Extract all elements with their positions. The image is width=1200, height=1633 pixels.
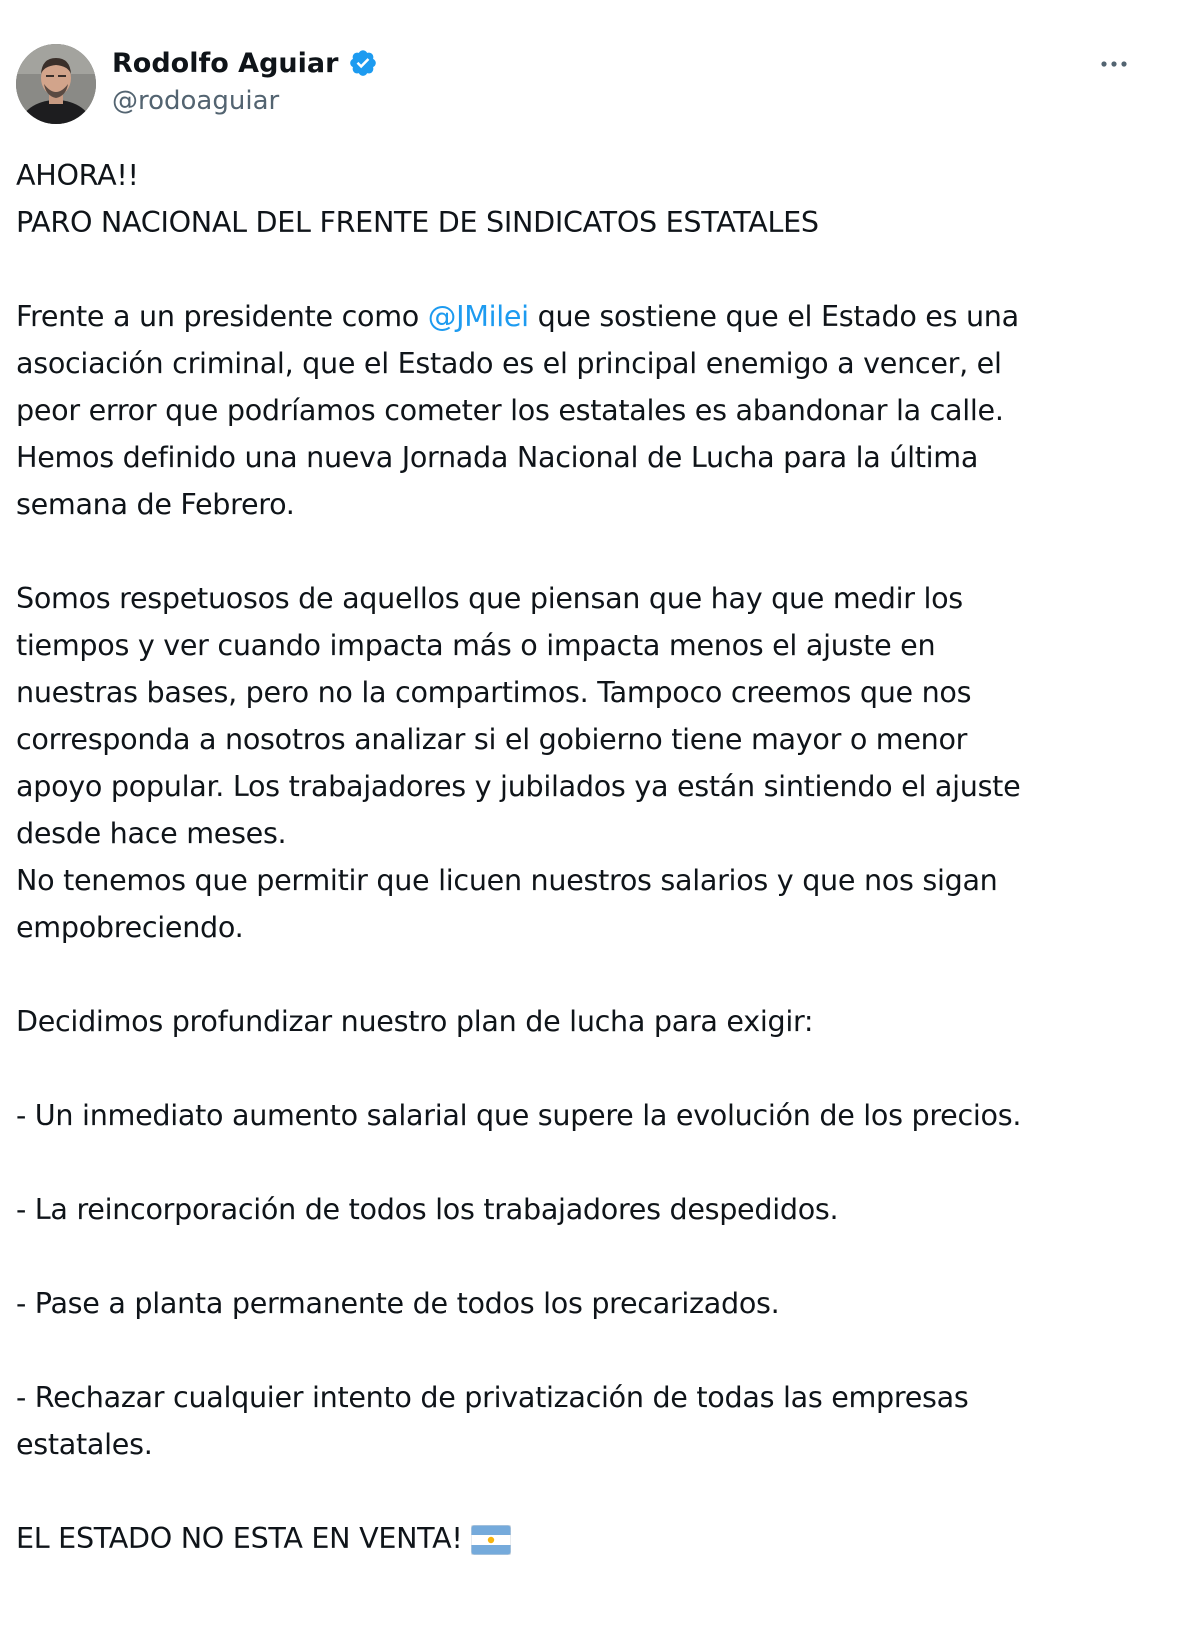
text-line: Somos respetuosos de aquellos que piensan que hay que medir los bbox=[16, 581, 963, 615]
paragraph-gap bbox=[16, 951, 1166, 998]
text-line bbox=[16, 293, 1166, 340]
demand-item: - La reincorporación de todos los trabajadores despedidos. bbox=[16, 1192, 839, 1226]
text-line: Hemos definido una nueva Jornada Nacional de Lucha para la última bbox=[16, 440, 979, 474]
demand-item: - Rechazar cualquier intento de privatización de todas las empresas bbox=[16, 1380, 969, 1414]
more-options-icon[interactable] bbox=[1096, 54, 1136, 74]
author-info bbox=[112, 44, 378, 116]
text-line: tiempos y ver cuando impacta más o impacta menos el ajuste en bbox=[16, 628, 936, 662]
paragraph-gap bbox=[16, 1139, 1166, 1186]
argentina-flag-icon bbox=[471, 1522, 511, 1552]
paragraph-gap bbox=[16, 1045, 1166, 1092]
text-segment: Frente a un presidente como bbox=[16, 299, 428, 333]
text-line: empobreciendo. bbox=[16, 910, 244, 944]
text-line: nuestras bases, pero no la compartimos. Tampoco creemos que nos bbox=[16, 675, 972, 709]
text-line: AHORA!! bbox=[16, 158, 139, 192]
paragraph-gap bbox=[16, 1233, 1166, 1280]
text-line: desde hace meses. bbox=[16, 816, 287, 850]
paragraph-gap bbox=[16, 246, 1166, 293]
demand-item: - Pase a planta permanente de todos los precarizados. bbox=[16, 1286, 780, 1320]
tweet-text bbox=[16, 152, 1166, 1562]
text-line: estatales. bbox=[16, 1427, 153, 1461]
paragraph-gap bbox=[16, 528, 1166, 575]
display-name[interactable]: Rodolfo Aguiar bbox=[112, 47, 339, 79]
tweet-header bbox=[16, 44, 1184, 124]
text-line: apoyo popular. Los trabajadores y jubilados ya están sintiendo el ajuste bbox=[16, 769, 1021, 803]
user-handle[interactable]: @rodoaguiar bbox=[112, 86, 280, 116]
mention-link[interactable]: @JMilei bbox=[427, 299, 529, 333]
text-line: Decidimos profundizar nuestro plan de lucha para exigir: bbox=[16, 1004, 814, 1038]
paragraph-gap bbox=[16, 1468, 1166, 1515]
avatar[interactable] bbox=[16, 44, 96, 124]
closing-line bbox=[16, 1515, 1166, 1562]
text-segment: que sostiene que el Estado es una bbox=[528, 299, 1019, 333]
text-line: semana de Febrero. bbox=[16, 487, 295, 521]
text-line: corresponda a nosotros analizar si el gobierno tiene mayor o menor bbox=[16, 722, 968, 756]
verified-badge-icon bbox=[348, 48, 378, 78]
text-line: peor error que podríamos cometer los estatales es abandonar la calle. bbox=[16, 393, 1004, 427]
demand-item: - Un inmediato aumento salarial que supere la evolución de los precios. bbox=[16, 1098, 1022, 1132]
text-line: asociación criminal, que el Estado es el principal enemigo a vencer, el bbox=[16, 346, 1002, 380]
name-row bbox=[112, 44, 378, 82]
text-line: No tenemos que permitir que licuen nuestros salarios y que nos sigan bbox=[16, 863, 998, 897]
closing-text: EL ESTADO NO ESTA EN VENTA! bbox=[16, 1521, 463, 1555]
avatar-photo bbox=[16, 44, 96, 124]
paragraph-gap bbox=[16, 1327, 1166, 1374]
text-line: PARO NACIONAL DEL FRENTE DE SINDICATOS ESTATALES bbox=[16, 205, 819, 239]
